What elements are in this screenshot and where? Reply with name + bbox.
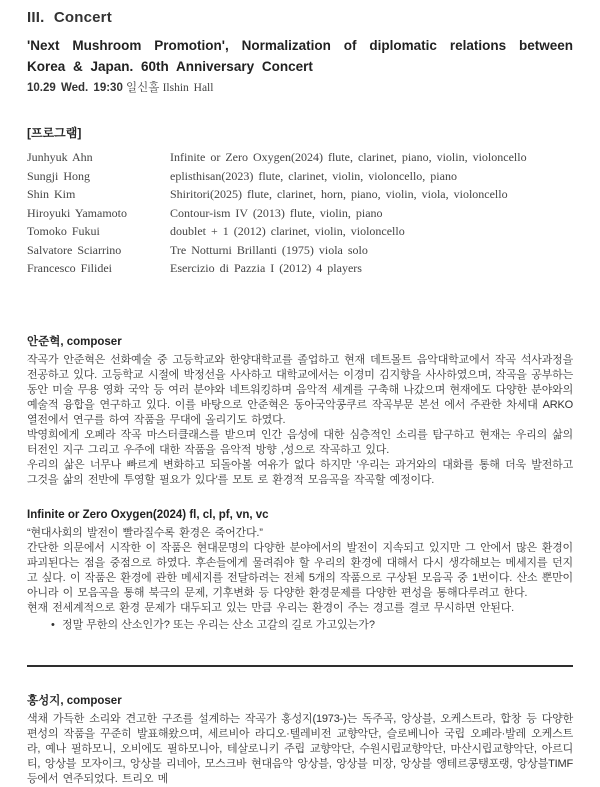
- program-section: [27, 124, 573, 278]
- piece-note-bullet-item: [27, 618, 573, 633]
- program-list: [27, 148, 573, 278]
- venue-korean: 일신홀: [126, 82, 160, 94]
- piece-note-text: [27, 526, 573, 616]
- composer-bio-heading: 홍성지, composer: [27, 694, 122, 707]
- composer-name: Francesco Filidei: [27, 261, 112, 275]
- concert-datetime: 10.29 Wed. 19:30: [27, 82, 123, 94]
- venue-english: Ilshin Hall: [162, 82, 214, 94]
- program-row: [27, 185, 573, 204]
- program-row: [27, 167, 573, 186]
- bullet-text: 정말 무한의 산소인가? 또는 우리는 산소 고갈의 길로 가고있는가?: [62, 618, 375, 631]
- concert-subtitle: 'Next Mushroom Promotion', Normalization of diplomatic relations between Korea & Japan. 60th Anniversary Concert: [27, 38, 573, 74]
- piece-title: Shiritori(2025) flute, clarinet, horn, piano, violin, viola, violoncello: [170, 187, 508, 201]
- composer-name: Tomoko Fukui: [27, 224, 100, 238]
- bio-paragraph: 작곡가 안준혁은 선화예술 중 고등학교와 한양대학교를 졸업하고 현재 데트몰트 음악대학교에서 작곡 석사과정을 전공하고 있다. 고등학교 시절에 박정선을 사사하고 대학교에서는 이경미 김지향을 사사하였으며, 작곡을 공부하는 동안 미술 무용 영화 국악 등 여러 분야와 네트워킹하며 음악적 세계를 구축해 나갔으며 현재에도 다양한 분야와의 예술적 융합을 연구하고 있다. 이를 바탕으로 안준혁은 동아국악콩쿠르 작곡부문 본선 에서 주관한 차세대 ARKO 열전에서 연구를 하여 작품을 무대에 올리기도 하였다.: [27, 353, 573, 426]
- composer-name: Junhyuk Ahn: [27, 150, 93, 164]
- program-row: [27, 204, 573, 223]
- piece-note-paragraph: 현재 전세계적으로 환경 문제가 대두되고 있는 만큼 우리는 환경이 주는 경고를 결코 무시하면 안된다.: [27, 601, 514, 614]
- piece-program-note: [27, 508, 573, 633]
- program-heading: [프로그램]: [27, 126, 82, 140]
- piece-title: Contour-ism IV (2013) flute, violin, piano: [170, 205, 383, 220]
- composer-bio-ahn: [27, 335, 573, 488]
- bio-paragraph: 우리의 삶은 너무나 빠르게 변화하고 되돌아볼 여유가 없다 하지만 '우리는 과거와의 대화를 통해 더욱 발전하고 그것을 삶의 전반에 투영할 필요가 있다'를 모토 로 환경적 모음곡을 작곡할 예정이다.: [27, 458, 573, 486]
- program-row: [27, 222, 573, 241]
- section-divider: [27, 665, 573, 667]
- piece-title: Esercizio di Pazzia I (2012) 4 players: [170, 261, 362, 275]
- bio-paragraph: 박영희에게 오페라 작곡 마스터클래스를 받으며 인간 음성에 대한 심층적인 소리를 탐구하고 현재는 우리의 삶의 터전인 지구 그리고 우주에 대한 작품을 음악적 방향 ,성으로 작곡하고 있다.: [27, 428, 573, 456]
- program-row: [27, 148, 573, 167]
- composer-bio-text: [27, 353, 573, 488]
- piece-note-heading: Infinite or Zero Oxygen(2024) fl, cl, pf, vn, vc: [27, 508, 269, 521]
- bio-paragraph: 색채 가득한 소리와 견고한 구조를 설계하는 작곡가 홍성지(1973-)는 독주곡, 앙상블, 오케스트라, 합창 등 다양한 편성의 작품을 꾸준히 발표해왔으며, 세르비아 라디오·텔레비전 교향악단, 슬로베니아 국립 오페라·발레 오케스트라, 예나 필하모니, 오비에도 필하모니아, 테살로니키 주립 교향악단, 수원시립교향악단, 마산시립교향악단, 아르디티, 앙상블 모자이크, 앙상블 리네아, 모스크바 현대음악 앙상블, 앙상블 미장, 앙상블 앵테르콩탱포랭, 앙상블TIMF 등에서 연주되었다. 트리오 메: [27, 712, 573, 785]
- program-row: [27, 259, 573, 278]
- composer-name: Salvatore Sciarrino: [27, 242, 122, 257]
- piece-note-quote: “현대사회의 발전이 빨라질수록 환경은 죽어간다.”: [27, 526, 263, 539]
- composer-name: Hiroyuki Yamamoto: [27, 205, 128, 220]
- composer-bio-hong: [27, 694, 573, 787]
- piece-note-paragraph: 간단한 의문에서 시작한 이 작품은 현대문명의 다양한 분야에서의 발전이 지속되고 있지만 그 안에서 많은 환경이 파괴된다는 점을 중점으로 하였다. 후손들에게 물려줘야 할 우리의 환경에 대해서 다시 생각해보는 메세지를 던지고 싶다. 이 작품은 환경에 관한 메세지를 전달하려는 전체 5개의 작품으로 구상된 모음곡 중 1번이다. 산소 뿐만이 아니라 이 모음곡을 통해 북극의 문제, 기후변화 등 다양한 환경문제를 다양한 편성을 통해다루려고 한다.: [27, 541, 573, 599]
- piece-title: eplisthisan(2023) flute, clarinet, violin, violoncello, piano: [170, 168, 457, 183]
- concert-dateline: [27, 81, 573, 96]
- page-title: III. Concert: [27, 9, 112, 26]
- piece-title: Infinite or Zero Oxygen(2024) flute, clarinet, piano, violin, violoncello: [170, 150, 527, 164]
- piece-title: Tre Notturni Brillanti (1975) viola solo: [170, 242, 368, 257]
- piece-title: doublet + 1 (2012) clarinet, violin, violoncello: [170, 224, 405, 238]
- bullet-icon: •: [51, 618, 55, 631]
- composer-bio-heading: 안준혁, composer: [27, 335, 122, 348]
- composer-name: Shin Kim: [27, 187, 76, 201]
- composer-name: Sungji Hong: [27, 168, 91, 183]
- program-row: [27, 241, 573, 260]
- composer-bio-text: [27, 712, 573, 787]
